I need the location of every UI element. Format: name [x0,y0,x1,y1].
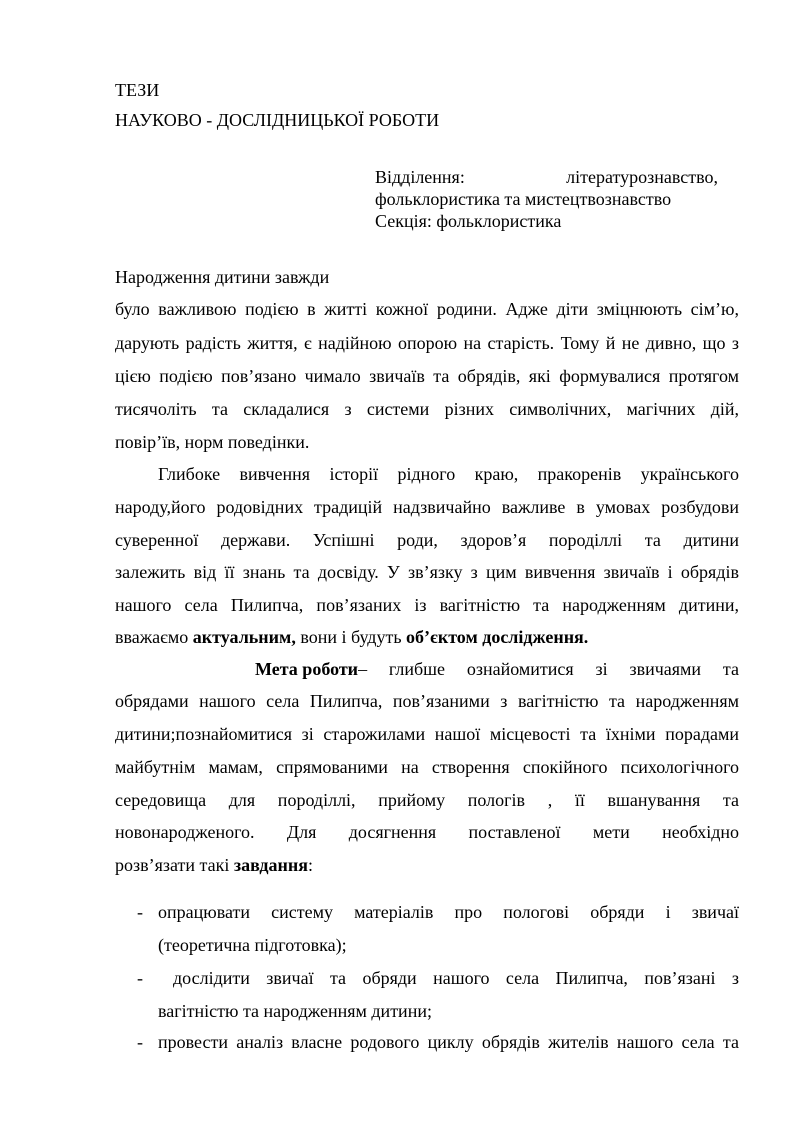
keyword-relevant: актуальним, [192,627,296,647]
para2-line-5: нашого села Пилипча, пов’язаних із вагітністю та народженням дитини, [115,595,739,615]
task-2-line-1: дослідити звичаї та обряди нашого села Пилипча, пов’язані з [173,968,739,988]
task-1-dash: - [137,902,143,922]
para3-line-5: середовища для породіллі, прийому пологів , її вшанування та [115,790,739,810]
para2-line-1: Глибоке вивчення історії рідного краю, пракоренів українського [158,464,739,484]
intro-line-5: тисячоліть та складалися з системи різних символічних, магічних дій, [115,399,739,419]
meta-department-cont: фольклористика та мистецтвознавство [375,189,672,209]
intro-line-3: дарують радість життя, є надійною опорою на старість. Тому й не дивно, що з [115,333,739,353]
intro-line-1: Народження дитини завжди [115,267,330,287]
para2-line-6 [115,626,588,648]
meta-section: Секція: фольклористика [375,211,562,231]
task-3-line-1: провести аналіз власне родового циклу обрядів жителів нашого села та [158,1032,739,1052]
para3-line-6: новонародженого. Для досягнення поставленої мети необхідно [115,822,739,842]
keyword-research-object: об’єктом дослідження. [406,627,589,647]
task-3-dash: - [137,1032,143,1052]
heading-line-1: ТЕЗИ [115,80,160,100]
intro-line-2: було важливою подією в житті кожної родини. Адже діти зміцнюють сім’ю, [115,299,739,319]
para3-line-7-post: : [307,855,313,875]
task-2-line-2: вагітністю та народженням дитини; [158,1001,432,1021]
para3-line-1 [255,658,739,680]
meta-department: Відділення: літературознавство, [375,167,718,187]
para3-line-1-rest: – глибше ознайомитися зі звичаями та [358,659,739,679]
para2-line-6-mid: вони і будуть [295,627,407,647]
heading-line-2: НАУКОВО - ДОСЛІДНИЦЬКОЇ РОБОТИ [115,110,440,130]
task-2-dash: - [137,968,143,988]
intro-line-4: цією подією пов’язано чимало звичаїв та обрядів, які формувалися протягом [115,366,739,386]
para2-line-3: суверенної держави. Успішні роди, здоров’я породіллі та дитини [115,530,739,550]
para3-line-4: майбутнім мамам, спрямованими на створення спокійного психологічного [115,757,739,777]
task-1-line-1: опрацювати систему матеріалів про пологові обряди і звичаї [158,902,739,922]
keyword-goal: Мета роботи [255,659,359,679]
task-1-line-2: (теоретична підготовка); [158,935,347,955]
intro-line-6: повір’їв, норм поведінки. [115,432,310,452]
keyword-tasks: завдання [233,855,308,875]
para3-line-7 [115,854,313,876]
para2-line-4: залежить від її знань та досвіду. У зв’язку з цим вивчення звичаїв і обрядів [115,562,739,582]
para3-line-2: обрядами нашого села Пилипча, пов’язаними з вагітністю та народженням [115,691,739,711]
para3-line-3: дитини;познайомитися зі старожилами нашої місцевості та їхніми порадами [115,724,739,744]
para2-line-6-pre: вважаємо [115,627,193,647]
para2-line-2: народу,його родовідних традицій надзвичайно важливе в умовах розбудови [115,497,739,517]
para3-line-7-pre: розв’язати такі [115,855,234,875]
